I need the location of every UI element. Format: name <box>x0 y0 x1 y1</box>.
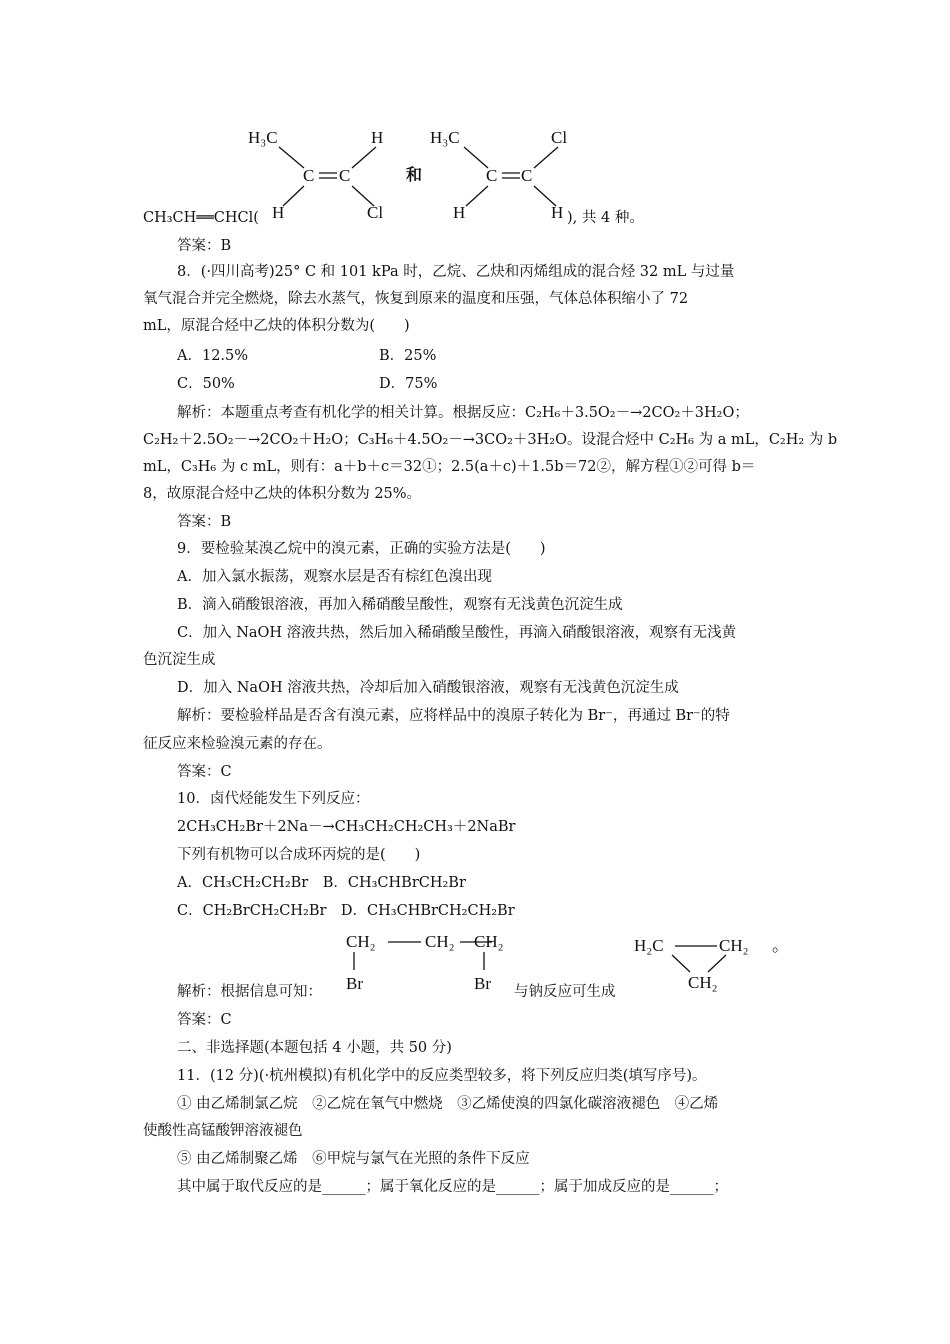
q8-explanation-line1: 解析：本题重点考查有机化学的相关计算。根据反应：C₂H₆＋3.5O₂－→2CO₂＋3H₂O； <box>177 405 749 421</box>
cis-bottom-left-atom: H <box>272 203 285 222</box>
and-connector: 和 <box>406 167 423 184</box>
chain-group-1: CH₂ <box>346 932 376 951</box>
q9-option-c-line2: 色沉淀生成 <box>143 652 216 668</box>
q8-stem-line1: 8．(·四川高考)25° C 和 101 kPa 时，乙烷、乙炔和丙烯组成的混合烃 32 mL 与过量 <box>177 264 735 280</box>
q10-answer: 答案：C <box>177 1012 232 1028</box>
q8-option-a: A．12.5% <box>177 348 249 364</box>
q11-items-line2: 使酸性高锰酸钾溶液褪色 <box>143 1123 303 1139</box>
q9-option-d: D．加入 NaOH 溶液共热，冷却后加入硝酸银溶液，观察有无浅黄色沉淀生成 <box>177 680 679 696</box>
chain-group-2: CH₂ <box>425 932 455 951</box>
q9-explanation-line1: 解析：要检验样品是否含有溴元素，应将样品中的溴原子转化为 Br⁻，再通过 Br⁻的特 <box>177 708 730 724</box>
q10-ask: 下列有机物可以合成环丙烷的是( ) <box>177 847 421 863</box>
q8-stem-line2: 氧气混合并完全燃烧，除去水蒸气，恢复到原来的温度和压强，气体总体积缩小了 72 <box>143 291 689 307</box>
q10-options-ab: A．CH₃CH₂CH₂Br B．CH₃CHBrCH₂Br <box>177 875 466 891</box>
cis-top-left-group: H₃C <box>248 128 278 147</box>
chain-group-3: CH₂ <box>474 932 504 951</box>
q9-option-b: B．滴入硝酸银溶液，再加入稀硝酸呈酸性，观察有无浅黄色沉淀生成 <box>177 597 623 613</box>
q10-stem: 10．卤代烃能发生下列反应： <box>177 791 370 807</box>
q11-items-line1: ① 由乙烯制氯乙烷 ②乙烷在氧气中燃烧 ③乙烯使溴的四氯化碳溶液褪色 ④乙烯 <box>177 1096 719 1112</box>
q11-fill-blanks: 其中属于取代反应的是______；属于氧化反应的是______；属于加成反应的是______； <box>177 1179 728 1195</box>
trans-bottom-left-atom: H <box>453 203 466 222</box>
cis-top-right-atom: H <box>371 128 384 147</box>
q7-answer: 答案：B <box>177 238 232 254</box>
section-heading: 二、非选择题(本题包括 4 小题，共 50 分) <box>177 1040 452 1056</box>
trans-bottom-right-atom: H <box>551 203 564 222</box>
cis-carbon-1: C <box>303 166 315 185</box>
q10-explanation-prefix: 解析：根据信息可知： <box>177 984 322 1000</box>
ring-right-group: CH₂ <box>719 936 749 955</box>
q9-option-c-line1: C．加入 NaOH 溶液共热，然后加入稀硝酸呈酸性，再滴入硝酸银溶液，观察有无浅黄 <box>177 625 737 641</box>
ring-period: 。 <box>772 936 789 955</box>
q9-option-a: A．加入氯水振荡，观察水层是否有棕红色溴出现 <box>177 569 492 585</box>
q7-suffix: ), 共 4 种。 <box>567 210 644 226</box>
q8-option-c: C．50% <box>177 376 235 392</box>
q8-explanation-line4: 8，故原混合烃中乙炔的体积分数为 25%。 <box>143 486 422 502</box>
ring-bottom-group: CH₂ <box>688 973 718 992</box>
q8-option-d: D．75% <box>379 376 438 392</box>
q11-items-line3: ⑤ 由乙烯制聚乙烯 ⑥甲烷与氯气在光照的条件下反应 <box>177 1151 530 1167</box>
trans-carbon-1: C <box>486 166 498 185</box>
q8-option-b: B．25% <box>379 348 437 364</box>
chain-bromine-1: Br <box>346 974 363 993</box>
q7-prefix: CH₃CH══CHCl( <box>143 210 259 226</box>
trans-top-left-group: H₃C <box>430 128 460 147</box>
q8-answer: 答案：B <box>177 514 232 530</box>
q10-explanation-mid: 与钠反应可生成 <box>514 984 616 1000</box>
q8-explanation-line2: C₂H₂＋2.5O₂－→2CO₂＋H₂O；C₃H₆＋4.5O₂－→3CO₂＋3H₂O。设混合烃中 C₂H₆ 为 a mL，C₂H₂ 为 b <box>143 432 838 448</box>
q8-stem-line3: mL，原混合烃中乙炔的体积分数为( ) <box>143 318 410 334</box>
q8-explanation-line3: mL，C₃H₆ 为 c mL，则有：a＋b＋c＝32①；2.5(a＋c)＋1.5b＝72②，解方程①②可得 b＝ <box>143 459 756 475</box>
q10-options-cd: C．CH₂BrCH₂CH₂Br D．CH₃CHBrCH₂CH₂Br <box>177 903 515 919</box>
ring-left-group: H₂C <box>634 936 664 955</box>
trans-carbon-2: C <box>521 166 533 185</box>
chain-bromine-2: Br <box>474 974 491 993</box>
q10-reaction: 2CH₃CH₂Br＋2Na－→CH₃CH₂CH₂CH₃＋2NaBr <box>177 819 516 835</box>
trans-top-right-atom: Cl <box>551 128 568 147</box>
q9-explanation-line2: 征反应来检验溴元素的存在。 <box>143 736 332 752</box>
q11-stem: 11．(12 分)(·杭州模拟)有机化学中的反应类型较多，将下列反应归类(填写序号)。 <box>177 1068 707 1084</box>
q9-stem: 9．要检验某溴乙烷中的溴元素，正确的实验方法是( ) <box>177 541 546 557</box>
q9-answer: 答案：C <box>177 764 232 780</box>
cis-bottom-right-atom: Cl <box>367 203 384 222</box>
cis-carbon-2: C <box>339 166 351 185</box>
